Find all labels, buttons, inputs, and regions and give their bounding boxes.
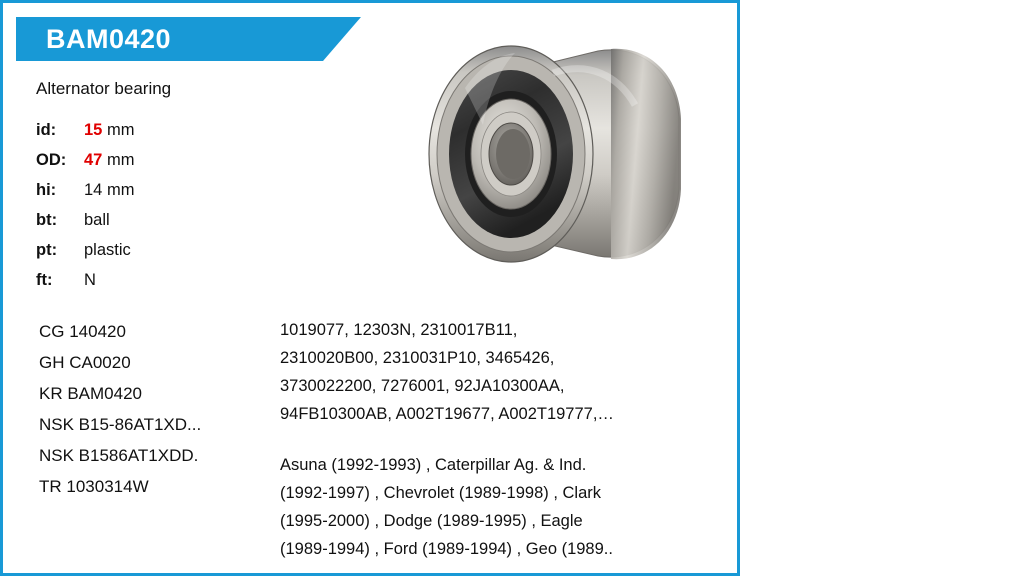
list-item: 94FB10300AB, A002T19677, A002T19777,…	[280, 405, 614, 423]
spec-unit-od: mm	[106, 151, 135, 169]
list-item: (1992-1997) , Chevrolet (1989-1998) , Clark	[280, 484, 602, 502]
cross-reference-list	[39, 316, 274, 502]
list-item: TR 1030314W	[39, 477, 149, 496]
list-item: NSK B15-86AT1XD...	[39, 415, 202, 434]
title-banner	[16, 17, 361, 61]
spec-label-ft: ft:	[36, 271, 53, 289]
spec-value-id: 15	[84, 121, 103, 139]
spec-unit-hi: mm	[106, 181, 135, 199]
spec-value-ft: N	[84, 271, 96, 289]
spec-label-od: OD:	[36, 151, 67, 169]
list-item: NSK B1586AT1XDD.	[39, 446, 199, 465]
list-item: (1989-1994) , Ford (1989-1994) , Geo (1989..	[280, 540, 613, 558]
applications-list	[280, 451, 710, 563]
watermark	[877, 143, 1017, 179]
list-item: Asuna (1992-1993) , Caterpillar Ag. & Ind.	[280, 456, 587, 474]
oe-numbers-list	[280, 316, 700, 428]
part-subtitle: Alternator bearing	[36, 79, 172, 98]
spec-value-bt: ball	[84, 211, 110, 229]
spec-label-id: id:	[36, 121, 57, 139]
spec-value-pt: plastic	[84, 241, 131, 259]
spec-row-pt	[36, 235, 266, 265]
list-item: 3730022200, 7276001, 92JA10300AA,	[280, 377, 565, 395]
spec-row-hi	[36, 175, 266, 205]
spec-value-od: 47	[84, 151, 103, 169]
list-item: (1995-2000) , Dodge (1989-1995) , Eagle	[280, 512, 583, 530]
list-item: GH CA0020	[39, 353, 131, 372]
spec-label-bt: bt:	[36, 211, 58, 229]
spec-row-od	[36, 145, 266, 175]
watermark-main-text: voltag	[911, 141, 983, 166]
list-item: 2310020B00, 2310031P10, 3465426,	[280, 349, 555, 367]
spec-row-ft	[36, 265, 266, 295]
spec-row-bt	[36, 205, 266, 235]
spec-value-hi: 14	[84, 181, 103, 199]
spec-label-hi: hi:	[36, 181, 57, 199]
bearing-illustration	[403, 13, 703, 298]
specification-list	[36, 115, 266, 295]
bearing-product-image	[403, 13, 983, 298]
spec-unit-id: mm	[106, 121, 135, 139]
list-item: CG 140420	[39, 322, 126, 341]
list-item: KR BAM0420	[39, 384, 142, 403]
page-title: BAM0420	[46, 24, 172, 54]
spec-row-id	[36, 115, 266, 145]
list-item: 1019077, 12303N, 2310017B11,	[280, 321, 518, 339]
spec-label-pt: pt:	[36, 241, 58, 259]
watermark-sub-text: www.voltag.ru	[911, 167, 983, 177]
